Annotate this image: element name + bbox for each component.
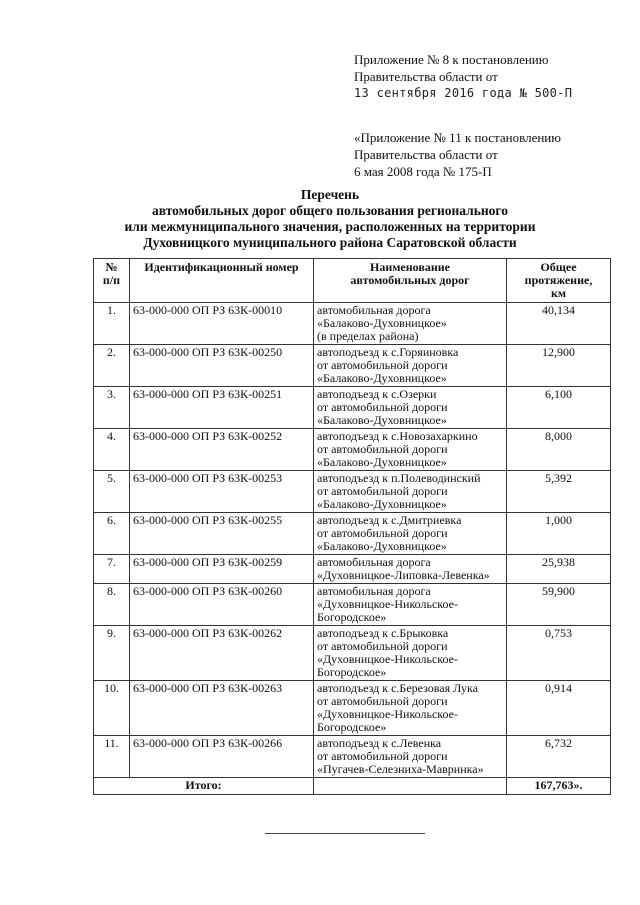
row-num: 9. (94, 626, 130, 681)
header-id: Идентификационный номер (130, 259, 314, 303)
table-row (94, 345, 611, 387)
row-name: автомобильная дорога «Духовницкое-Липовка-Левенка» (314, 555, 507, 584)
row-num: 10. (94, 681, 130, 736)
appendix-original-line-3: 6 мая 2008 года № 175-П (354, 164, 492, 179)
row-id: 63-000-000 ОП РЗ 63К-00260 (130, 584, 314, 626)
row-name: автомобильная дорога «Духовницкое-Никольское- Богородское» (314, 584, 507, 626)
row-name: автоподъезд к с.Березовая Лука от автомобильной дороги «Духовницкое-Никольское- Богородское» (314, 681, 507, 736)
row-length: 59,900 (507, 584, 611, 626)
title-line-3: или межмуниципального значения, расположенных на территории (124, 219, 536, 234)
row-length: 6,100 (507, 387, 611, 429)
row-name: автоподъезд к с.Брыковка от автомобильной дороги «Духовницкое-Никольское- Богородское» (314, 626, 507, 681)
total-spacer (314, 778, 507, 795)
row-num: 3. (94, 387, 130, 429)
bottom-separator-line (265, 833, 425, 834)
row-id: 63-000-000 ОП РЗ 63К-00259 (130, 555, 314, 584)
row-name: автоподъезд к п.Полеводинский от автомобильной дороги «Балаково-Духовницкое» (314, 471, 507, 513)
table-row (94, 387, 611, 429)
row-num: 1. (94, 303, 130, 345)
header-length: Общее протяжение, км (507, 259, 611, 303)
row-num: 11. (94, 736, 130, 778)
row-id: 63-000-000 ОП РЗ 63К-00250 (130, 345, 314, 387)
row-num: 4. (94, 429, 130, 471)
appendix-current-block (354, 51, 634, 102)
row-num: 8. (94, 584, 130, 626)
row-id: 63-000-000 ОП РЗ 63К-00262 (130, 626, 314, 681)
table-row (94, 513, 611, 555)
row-name: автомобильная дорога «Балаково-Духовницкое» (в пределах района) (314, 303, 507, 345)
row-name: автоподъезд к с.Новозахаркино от автомобильной дороги «Балаково-Духовницкое» (314, 429, 507, 471)
row-length: 0,914 (507, 681, 611, 736)
header-num: № п/п (94, 259, 130, 303)
row-id: 63-000-000 ОП РЗ 63К-00252 (130, 429, 314, 471)
row-length: 1,000 (507, 513, 611, 555)
row-id: 63-000-000 ОП РЗ 63К-00010 (130, 303, 314, 345)
row-name: автоподъезд к с.Дмитриевка от автомобильной дороги «Балаково-Духовницкое» (314, 513, 507, 555)
appendix-original-block (354, 129, 634, 180)
table-total-row (94, 778, 611, 795)
total-label: Итого: (94, 778, 314, 795)
row-length: 8,000 (507, 429, 611, 471)
roads-table (93, 258, 611, 795)
table-row (94, 736, 611, 778)
table-row (94, 555, 611, 584)
row-id: 63-000-000 ОП РЗ 63К-00251 (130, 387, 314, 429)
title-line-2: автомобильных дорог общего пользования регионального (152, 203, 508, 218)
appendix-current-line-1: Приложение № 8 к постановлению (354, 52, 549, 67)
table-row (94, 584, 611, 626)
row-length: 40,134 (507, 303, 611, 345)
table-row (94, 471, 611, 513)
row-num: 2. (94, 345, 130, 387)
table-row (94, 429, 611, 471)
title-line-4: Духовницкого муниципального района Саратовской области (143, 235, 517, 250)
total-value: 167,763». (507, 778, 611, 795)
appendix-original-line-1: «Приложение № 11 к постановлению (354, 130, 561, 145)
row-length: 0,753 (507, 626, 611, 681)
appendix-original-line-2: Правительства области от (354, 147, 498, 162)
row-id: 63-000-000 ОП РЗ 63К-00263 (130, 681, 314, 736)
header-name: Наименование автомобильных дорог (314, 259, 507, 303)
appendix-current-date-stamp: 13 сентября 2016 года № 500-П (354, 86, 573, 100)
row-length: 6,732 (507, 736, 611, 778)
row-num: 7. (94, 555, 130, 584)
row-name: автоподъезд к с.Озерки от автомобильной дороги «Балаково-Духовницкое» (314, 387, 507, 429)
row-name: автоподъезд к с.Горяиновка от автомобильной дороги «Балаково-Духовницкое» (314, 345, 507, 387)
table-row (94, 626, 611, 681)
row-num: 5. (94, 471, 130, 513)
table-row (94, 303, 611, 345)
row-length: 25,938 (507, 555, 611, 584)
document-title (60, 187, 600, 251)
title-line-1: Перечень (300, 187, 360, 202)
row-id: 63-000-000 ОП РЗ 63К-00266 (130, 736, 314, 778)
table-row (94, 681, 611, 736)
row-id: 63-000-000 ОП РЗ 63К-00255 (130, 513, 314, 555)
table-header-row (94, 259, 611, 303)
row-id: 63-000-000 ОП РЗ 63К-00253 (130, 471, 314, 513)
row-length: 12,900 (507, 345, 611, 387)
row-num: 6. (94, 513, 130, 555)
row-length: 5,392 (507, 471, 611, 513)
appendix-current-line-2: Правительства области от (354, 69, 498, 84)
row-name: автоподъезд к с.Левенка от автомобильной дороги «Пугачев-Селезниха-Мавринка» (314, 736, 507, 778)
